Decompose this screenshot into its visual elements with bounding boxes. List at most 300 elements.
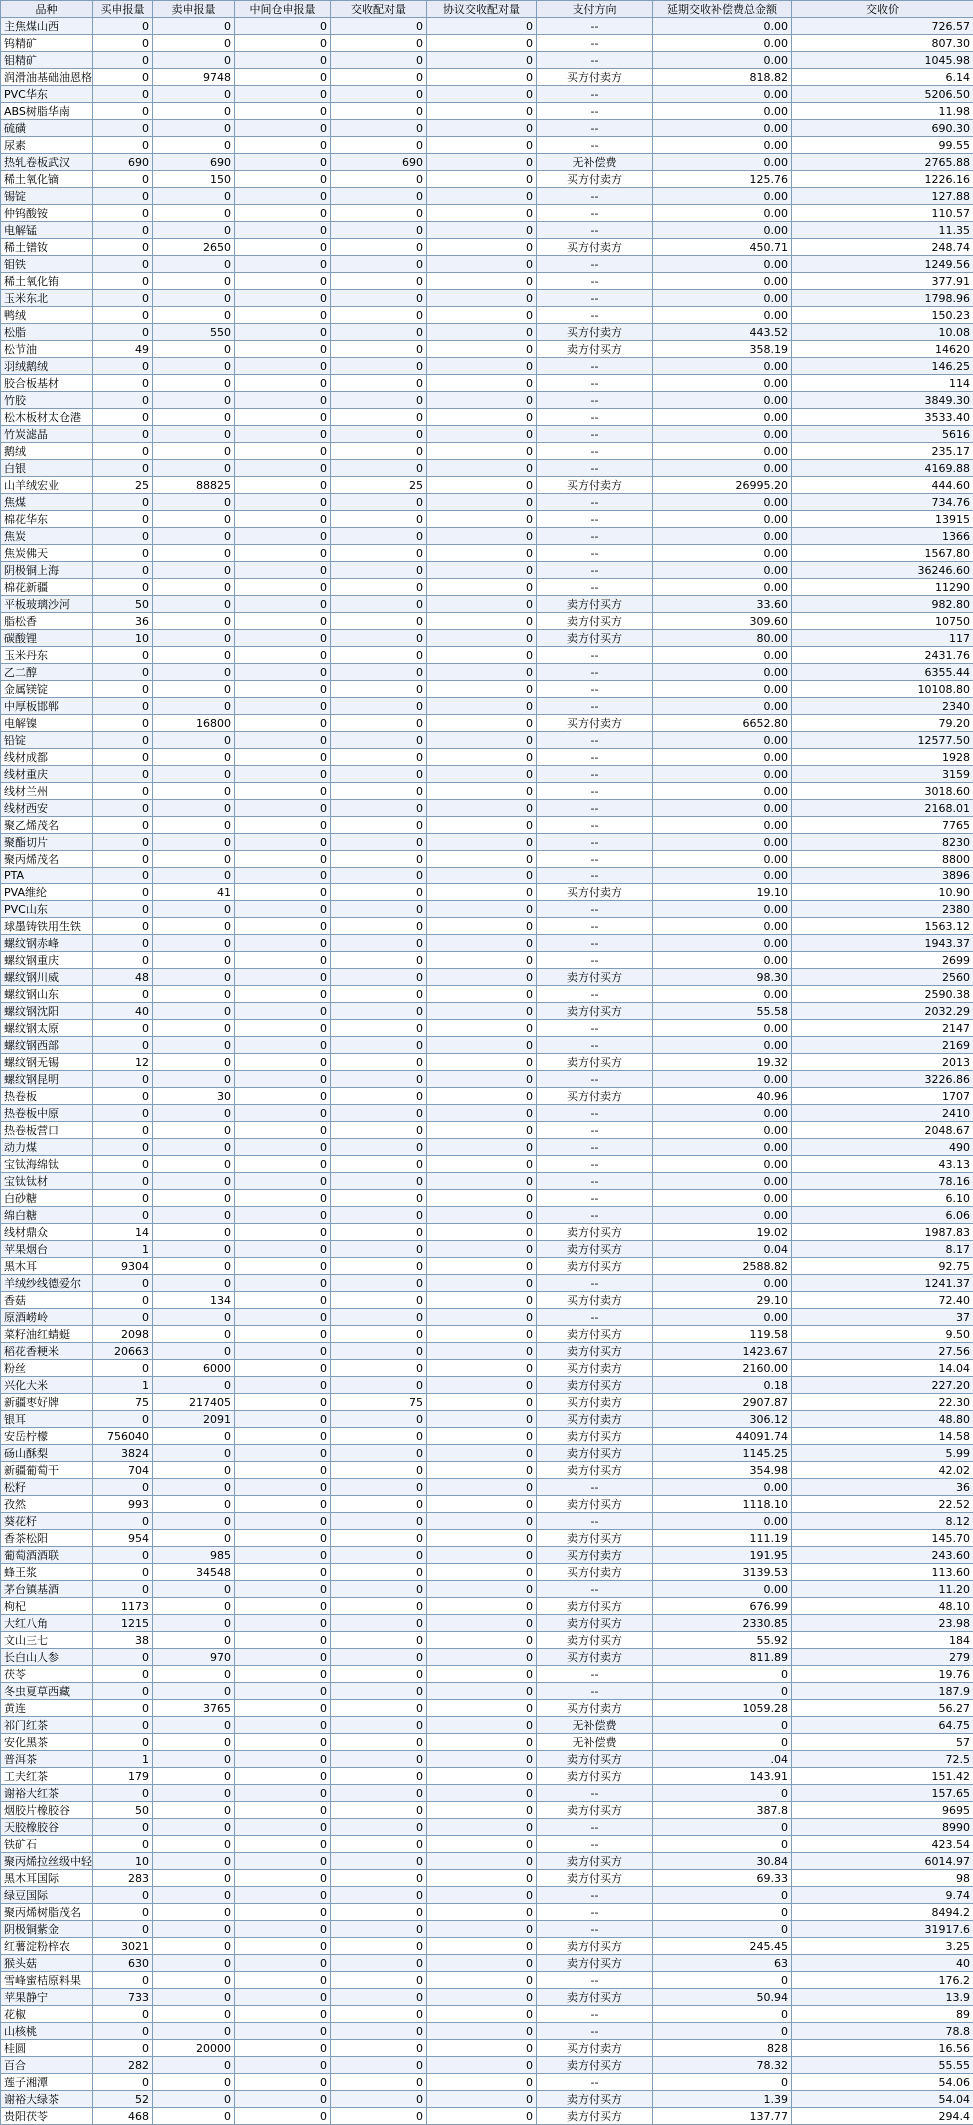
payment-direction-cell: 卖方付买方: [537, 1003, 653, 1020]
compensation-total-cell: 0: [653, 2023, 792, 2040]
delivery-price-cell: 6.14: [792, 69, 973, 86]
table-row: [1, 1734, 973, 1751]
delivery-matched-cell: 0: [331, 1496, 427, 1513]
sell-declared-cell: 6000: [153, 1360, 235, 1377]
sell-declared-cell: 0: [153, 1020, 235, 1037]
delivery-matched-cell: 0: [331, 749, 427, 766]
table-row: [1, 1751, 973, 1768]
table-row: [1, 2074, 973, 2091]
delivery-price-cell: 9695: [792, 1802, 973, 1819]
table-row: [1, 1989, 973, 2006]
compensation-total-cell: 0.00: [653, 1581, 792, 1598]
agreement-matched-cell: 0: [427, 477, 537, 494]
delivery-price-cell: 110.57: [792, 205, 973, 222]
buy-declared-cell: 0: [93, 256, 153, 273]
agreement-matched-cell: 0: [427, 1921, 537, 1938]
compensation-total-cell: 0.00: [653, 1037, 792, 1054]
buy-declared-cell: 49: [93, 341, 153, 358]
payment-direction-cell: 买方付卖方: [537, 1649, 653, 1666]
agreement-matched-cell: 0: [427, 290, 537, 307]
payment-direction-cell: 买方付卖方: [537, 171, 653, 188]
sell-declared-cell: 0: [153, 783, 235, 800]
table-row: [1, 868, 973, 884]
compensation-total-cell: 0.00: [653, 1139, 792, 1156]
payment-direction-cell: 无补偿费: [537, 1734, 653, 1751]
compensation-total-cell: 2330.85: [653, 1615, 792, 1632]
agreement-matched-cell: 0: [427, 52, 537, 69]
compensation-total-cell: 358.19: [653, 341, 792, 358]
variety-cell: 松籽: [1, 1479, 93, 1496]
sell-declared-cell: 0: [153, 1071, 235, 1088]
variety-cell: 金属镁锭: [1, 681, 93, 698]
middle-warehouse-cell: 0: [235, 2108, 331, 2125]
delivery-matched-cell: 0: [331, 868, 427, 884]
middle-warehouse-cell: 0: [235, 1224, 331, 1241]
agreement-matched-cell: 0: [427, 901, 537, 918]
table-row: [1, 256, 973, 273]
payment-direction-cell: --: [537, 1683, 653, 1700]
middle-warehouse-cell: 0: [235, 715, 331, 732]
variety-cell: ABS树脂华南: [1, 103, 93, 120]
delivery-matched-cell: 0: [331, 1428, 427, 1445]
buy-declared-cell: 0: [93, 205, 153, 222]
variety-cell: 黑木耳: [1, 1258, 93, 1275]
delivery-price-cell: 8.12: [792, 1513, 973, 1530]
buy-declared-cell: 0: [93, 698, 153, 715]
variety-cell: 红薯淀粉梓农: [1, 1938, 93, 1955]
middle-warehouse-cell: 0: [235, 324, 331, 341]
delivery-price-cell: 2048.67: [792, 1122, 973, 1139]
delivery-matched-cell: 0: [331, 1530, 427, 1547]
delivery-price-cell: 43.13: [792, 1156, 973, 1173]
table-row: [1, 800, 973, 817]
sell-declared-cell: 0: [153, 1445, 235, 1462]
middle-warehouse-cell: 0: [235, 86, 331, 103]
table-row: [1, 901, 973, 918]
compensation-total-cell: 0.00: [653, 1513, 792, 1530]
payment-direction-cell: --: [537, 409, 653, 426]
delivery-matched-cell: 0: [331, 188, 427, 205]
agreement-matched-cell: 0: [427, 664, 537, 681]
agreement-matched-cell: 0: [427, 426, 537, 443]
delivery-price-cell: 72.40: [792, 1292, 973, 1309]
compensation-total-cell: 0.00: [653, 1122, 792, 1139]
delivery-price-cell: 3533.40: [792, 409, 973, 426]
middle-warehouse-cell: 0: [235, 969, 331, 986]
sell-declared-cell: 0: [153, 935, 235, 952]
sell-declared-cell: 0: [153, 494, 235, 511]
delivery-matched-cell: 0: [331, 834, 427, 851]
delivery-price-cell: 2431.76: [792, 647, 973, 664]
delivery-matched-cell: 0: [331, 1292, 427, 1309]
agreement-matched-cell: 0: [427, 1088, 537, 1105]
agreement-matched-cell: 0: [427, 460, 537, 477]
table-row: [1, 1615, 973, 1632]
payment-direction-cell: --: [537, 494, 653, 511]
variety-cell: 聚酯切片: [1, 834, 93, 851]
payment-direction-cell: 买方付卖方: [537, 1088, 653, 1105]
delivery-price-cell: 1241.37: [792, 1275, 973, 1292]
middle-warehouse-cell: 0: [235, 103, 331, 120]
sell-declared-cell: 0: [153, 1054, 235, 1071]
middle-warehouse-cell: 0: [235, 1649, 331, 1666]
compensation-total-cell: 0.00: [653, 698, 792, 715]
agreement-matched-cell: 0: [427, 545, 537, 562]
variety-cell: 砀山酥梨: [1, 1445, 93, 1462]
payment-direction-cell: --: [537, 120, 653, 137]
compensation-total-cell: 0: [653, 1887, 792, 1904]
table-row: [1, 2108, 973, 2125]
table-row: [1, 324, 973, 341]
agreement-matched-cell: 0: [427, 1955, 537, 1972]
delivery-matched-cell: 0: [331, 324, 427, 341]
buy-declared-cell: 0: [93, 375, 153, 392]
sell-declared-cell: 0: [153, 1683, 235, 1700]
variety-cell: 仲钨酸铵: [1, 205, 93, 222]
variety-cell: 线材重庆: [1, 766, 93, 783]
compensation-total-cell: 19.32: [653, 1054, 792, 1071]
payment-direction-cell: --: [537, 1207, 653, 1224]
middle-warehouse-cell: 0: [235, 2040, 331, 2057]
variety-cell: 热卷板营口: [1, 1122, 93, 1139]
delivery-price-cell: 248.74: [792, 239, 973, 256]
variety-cell: 电解镍: [1, 715, 93, 732]
compensation-total-cell: 0.00: [653, 409, 792, 426]
table-row: [1, 426, 973, 443]
header-row: [1, 1, 973, 18]
delivery-price-cell: 1045.98: [792, 52, 973, 69]
table-row: [1, 1326, 973, 1343]
agreement-matched-cell: 0: [427, 1751, 537, 1768]
delivery-price-cell: 14.58: [792, 1428, 973, 1445]
agreement-matched-cell: 0: [427, 1462, 537, 1479]
delivery-matched-cell: 0: [331, 239, 427, 256]
payment-direction-cell: --: [537, 1887, 653, 1904]
buy-declared-cell: 0: [93, 222, 153, 239]
compensation-total-cell: 19.02: [653, 1224, 792, 1241]
agreement-matched-cell: 0: [427, 749, 537, 766]
payment-direction-cell: --: [537, 1836, 653, 1853]
variety-cell: 桂圆: [1, 2040, 93, 2057]
variety-cell: 宝钛海绵钛: [1, 1156, 93, 1173]
payment-direction-cell: --: [537, 273, 653, 290]
payment-direction-cell: --: [537, 800, 653, 817]
delivery-matched-cell: 0: [331, 1989, 427, 2006]
delivery-price-cell: 78.16: [792, 1173, 973, 1190]
agreement-matched-cell: 0: [427, 1275, 537, 1292]
variety-cell: 大红八角: [1, 1615, 93, 1632]
buy-declared-cell: 0: [93, 918, 153, 935]
delivery-matched-cell: 0: [331, 2023, 427, 2040]
middle-warehouse-cell: 0: [235, 392, 331, 409]
middle-warehouse-cell: 0: [235, 1394, 331, 1411]
variety-cell: 宝钛钛材: [1, 1173, 93, 1190]
delivery-price-cell: 9.74: [792, 1887, 973, 1904]
compensation-total-cell: 0.00: [653, 528, 792, 545]
compensation-total-cell: 0: [653, 1819, 792, 1836]
buy-declared-cell: 0: [93, 35, 153, 52]
buy-declared-cell: 0: [93, 1190, 153, 1207]
buy-declared-cell: 468: [93, 2108, 153, 2125]
payment-direction-cell: --: [537, 103, 653, 120]
payment-direction-cell: 卖方付买方: [537, 1496, 653, 1513]
sell-declared-cell: 985: [153, 1547, 235, 1564]
delivery-matched-cell: 0: [331, 1870, 427, 1887]
variety-cell: 兴化大米: [1, 1377, 93, 1394]
payment-direction-cell: --: [537, 1921, 653, 1938]
payment-direction-cell: 卖方付买方: [537, 1530, 653, 1547]
compensation-total-cell: 191.95: [653, 1547, 792, 1564]
table-row: [1, 1802, 973, 1819]
variety-cell: 山羊绒宏业: [1, 477, 93, 494]
agreement-matched-cell: 0: [427, 528, 537, 545]
agreement-matched-cell: 0: [427, 1122, 537, 1139]
delivery-matched-cell: 0: [331, 2091, 427, 2108]
delivery-matched-cell: 0: [331, 1904, 427, 1921]
buy-declared-cell: 10: [93, 1853, 153, 1870]
delivery-price-cell: 57: [792, 1734, 973, 1751]
middle-warehouse-cell: 0: [235, 1972, 331, 1989]
middle-warehouse-cell: 0: [235, 1666, 331, 1683]
table-row: [1, 596, 973, 613]
sell-declared-cell: 0: [153, 2023, 235, 2040]
payment-direction-cell: --: [537, 307, 653, 324]
agreement-matched-cell: 0: [427, 2057, 537, 2074]
delivery-price-cell: 22.30: [792, 1394, 973, 1411]
middle-warehouse-cell: 0: [235, 1615, 331, 1632]
middle-warehouse-cell: 0: [235, 443, 331, 460]
buy-declared-cell: 0: [93, 1411, 153, 1428]
payment-direction-cell: 卖方付买方: [537, 1853, 653, 1870]
delivery-price-cell: 5616: [792, 426, 973, 443]
compensation-total-cell: 143.91: [653, 1768, 792, 1785]
compensation-total-cell: 828: [653, 2040, 792, 2057]
payment-direction-cell: --: [537, 1666, 653, 1683]
delivery-matched-cell: 0: [331, 290, 427, 307]
buy-declared-cell: 0: [93, 986, 153, 1003]
delivery-matched-cell: 0: [331, 1190, 427, 1207]
sell-declared-cell: 0: [153, 1343, 235, 1360]
middle-warehouse-cell: 0: [235, 766, 331, 783]
payment-direction-cell: --: [537, 834, 653, 851]
sell-declared-cell: 0: [153, 1853, 235, 1870]
agreement-matched-cell: 0: [427, 1938, 537, 1955]
table-row: [1, 1530, 973, 1547]
middle-warehouse-cell: 0: [235, 1088, 331, 1105]
payment-direction-cell: 卖方付买方: [537, 1462, 653, 1479]
delivery-price-cell: 98: [792, 1870, 973, 1887]
delivery-matched-cell: 0: [331, 528, 427, 545]
middle-warehouse-cell: 0: [235, 1938, 331, 1955]
middle-warehouse-cell: 0: [235, 851, 331, 868]
variety-cell: 羽绒鹅绒: [1, 358, 93, 375]
compensation-total-cell: 387.8: [653, 1802, 792, 1819]
agreement-matched-cell: 0: [427, 341, 537, 358]
delivery-price-cell: 734.76: [792, 494, 973, 511]
variety-cell: 平板玻璃沙河: [1, 596, 93, 613]
middle-warehouse-cell: 0: [235, 1190, 331, 1207]
buy-declared-cell: 0: [93, 1173, 153, 1190]
col-header-sell-declared: 卖申报量: [153, 1, 235, 18]
middle-warehouse-cell: 0: [235, 1496, 331, 1513]
variety-cell: 线材鼎众: [1, 1224, 93, 1241]
middle-warehouse-cell: 0: [235, 205, 331, 222]
payment-direction-cell: 卖方付买方: [537, 596, 653, 613]
payment-direction-cell: --: [537, 986, 653, 1003]
payment-direction-cell: 买方付卖方: [537, 884, 653, 901]
variety-cell: 润滑油基础油恩格: [1, 69, 93, 86]
delivery-matched-cell: 0: [331, 443, 427, 460]
table-row: [1, 528, 973, 545]
sell-declared-cell: 0: [153, 1496, 235, 1513]
table-row: [1, 1904, 973, 1921]
compensation-total-cell: 1118.10: [653, 1496, 792, 1513]
delivery-matched-cell: 0: [331, 1972, 427, 1989]
variety-cell: 百合: [1, 2057, 93, 2074]
sell-declared-cell: 0: [153, 1870, 235, 1887]
buy-declared-cell: 0: [93, 290, 153, 307]
payment-direction-cell: --: [537, 392, 653, 409]
delivery-matched-cell: 0: [331, 1853, 427, 1870]
compensation-total-cell: 0.00: [653, 1071, 792, 1088]
payment-direction-cell: --: [537, 1275, 653, 1292]
compensation-total-cell: 0.00: [653, 1173, 792, 1190]
delivery-matched-cell: 0: [331, 732, 427, 749]
compensation-total-cell: 0: [653, 1904, 792, 1921]
middle-warehouse-cell: 0: [235, 2006, 331, 2023]
middle-warehouse-cell: 0: [235, 918, 331, 935]
delivery-price-cell: 64.75: [792, 1717, 973, 1734]
agreement-matched-cell: 0: [427, 1768, 537, 1785]
buy-declared-cell: 1: [93, 1241, 153, 1258]
agreement-matched-cell: 0: [427, 2091, 537, 2108]
delivery-matched-cell: 0: [331, 1547, 427, 1564]
sell-declared-cell: 0: [153, 1309, 235, 1326]
table-row: [1, 358, 973, 375]
middle-warehouse-cell: 0: [235, 1700, 331, 1717]
middle-warehouse-cell: 0: [235, 1326, 331, 1343]
compensation-total-cell: 78.32: [653, 2057, 792, 2074]
table-row: [1, 2023, 973, 2040]
payment-direction-cell: --: [537, 545, 653, 562]
buy-declared-cell: 690: [93, 154, 153, 171]
agreement-matched-cell: 0: [427, 1547, 537, 1564]
payment-direction-cell: --: [537, 358, 653, 375]
delivery-matched-cell: 0: [331, 715, 427, 732]
middle-warehouse-cell: 0: [235, 1530, 331, 1547]
table-row: [1, 69, 973, 86]
delivery-price-cell: 279: [792, 1649, 973, 1666]
delivery-price-cell: 79.20: [792, 715, 973, 732]
agreement-matched-cell: 0: [427, 1870, 537, 1887]
middle-warehouse-cell: 0: [235, 375, 331, 392]
agreement-matched-cell: 0: [427, 851, 537, 868]
delivery-matched-cell: 0: [331, 1819, 427, 1836]
variety-cell: 钨精矿: [1, 35, 93, 52]
sell-declared-cell: 0: [153, 1734, 235, 1751]
sell-declared-cell: 0: [153, 562, 235, 579]
variety-cell: PVC华东: [1, 86, 93, 103]
buy-declared-cell: 0: [93, 1921, 153, 1938]
delivery-price-cell: 72.5: [792, 1751, 973, 1768]
table-row: [1, 1649, 973, 1666]
variety-cell: 银耳: [1, 1411, 93, 1428]
middle-warehouse-cell: 0: [235, 477, 331, 494]
sell-declared-cell: 0: [153, 817, 235, 834]
delivery-matched-cell: 0: [331, 256, 427, 273]
compensation-total-cell: 0.00: [653, 358, 792, 375]
agreement-matched-cell: 0: [427, 392, 537, 409]
variety-cell: 铁矿石: [1, 1836, 93, 1853]
buy-declared-cell: 0: [93, 324, 153, 341]
payment-direction-cell: 买方付卖方: [537, 69, 653, 86]
payment-direction-cell: 卖方付买方: [537, 630, 653, 647]
delivery-price-cell: 56.27: [792, 1700, 973, 1717]
buy-declared-cell: 3824: [93, 1445, 153, 1462]
delivery-matched-cell: 0: [331, 1479, 427, 1496]
delivery-price-cell: 2013: [792, 1054, 973, 1071]
variety-cell: 香茶松阳: [1, 1530, 93, 1547]
table-row: [1, 681, 973, 698]
buy-declared-cell: 9304: [93, 1258, 153, 1275]
delivery-price-cell: 1798.96: [792, 290, 973, 307]
table-row: [1, 154, 973, 171]
agreement-matched-cell: 0: [427, 188, 537, 205]
buy-declared-cell: 0: [93, 1649, 153, 1666]
variety-cell: 山核桃: [1, 2023, 93, 2040]
delivery-matched-cell: 0: [331, 952, 427, 969]
middle-warehouse-cell: 0: [235, 69, 331, 86]
variety-cell: 螺纹钢昆明: [1, 1071, 93, 1088]
delivery-matched-cell: 0: [331, 392, 427, 409]
sell-declared-cell: 0: [153, 1904, 235, 1921]
compensation-total-cell: 0.00: [653, 664, 792, 681]
sell-declared-cell: 0: [153, 1530, 235, 1547]
variety-cell: 松木板材太仓港: [1, 409, 93, 426]
delivery-price-cell: 377.91: [792, 273, 973, 290]
variety-cell: 原酒崂岭: [1, 1309, 93, 1326]
delivery-matched-cell: 0: [331, 1037, 427, 1054]
delivery-price-cell: 13915: [792, 511, 973, 528]
middle-warehouse-cell: 0: [235, 1411, 331, 1428]
compensation-total-cell: 0.00: [653, 120, 792, 137]
compensation-total-cell: 0.00: [653, 103, 792, 120]
agreement-matched-cell: 0: [427, 1972, 537, 1989]
delivery-price-cell: 235.17: [792, 443, 973, 460]
delivery-price-cell: 27.56: [792, 1343, 973, 1360]
middle-warehouse-cell: 0: [235, 1751, 331, 1768]
variety-cell: 葵花籽: [1, 1513, 93, 1530]
table-row: [1, 969, 973, 986]
compensation-total-cell: 0.00: [653, 137, 792, 154]
payment-direction-cell: --: [537, 222, 653, 239]
compensation-total-cell: 0.00: [653, 1156, 792, 1173]
table-row: [1, 1377, 973, 1394]
agreement-matched-cell: 0: [427, 511, 537, 528]
buy-declared-cell: 0: [93, 579, 153, 596]
compensation-total-cell: .04: [653, 1751, 792, 1768]
sell-declared-cell: 690: [153, 154, 235, 171]
buy-declared-cell: 0: [93, 749, 153, 766]
middle-warehouse-cell: 0: [235, 1598, 331, 1615]
delivery-price-cell: 2168.01: [792, 800, 973, 817]
compensation-total-cell: 0.00: [653, 868, 792, 884]
buy-declared-cell: 0: [93, 1564, 153, 1581]
delivery-matched-cell: 0: [331, 1054, 427, 1071]
table-row: [1, 986, 973, 1003]
delivery-price-cell: 2699: [792, 952, 973, 969]
delivery-matched-cell: 0: [331, 800, 427, 817]
